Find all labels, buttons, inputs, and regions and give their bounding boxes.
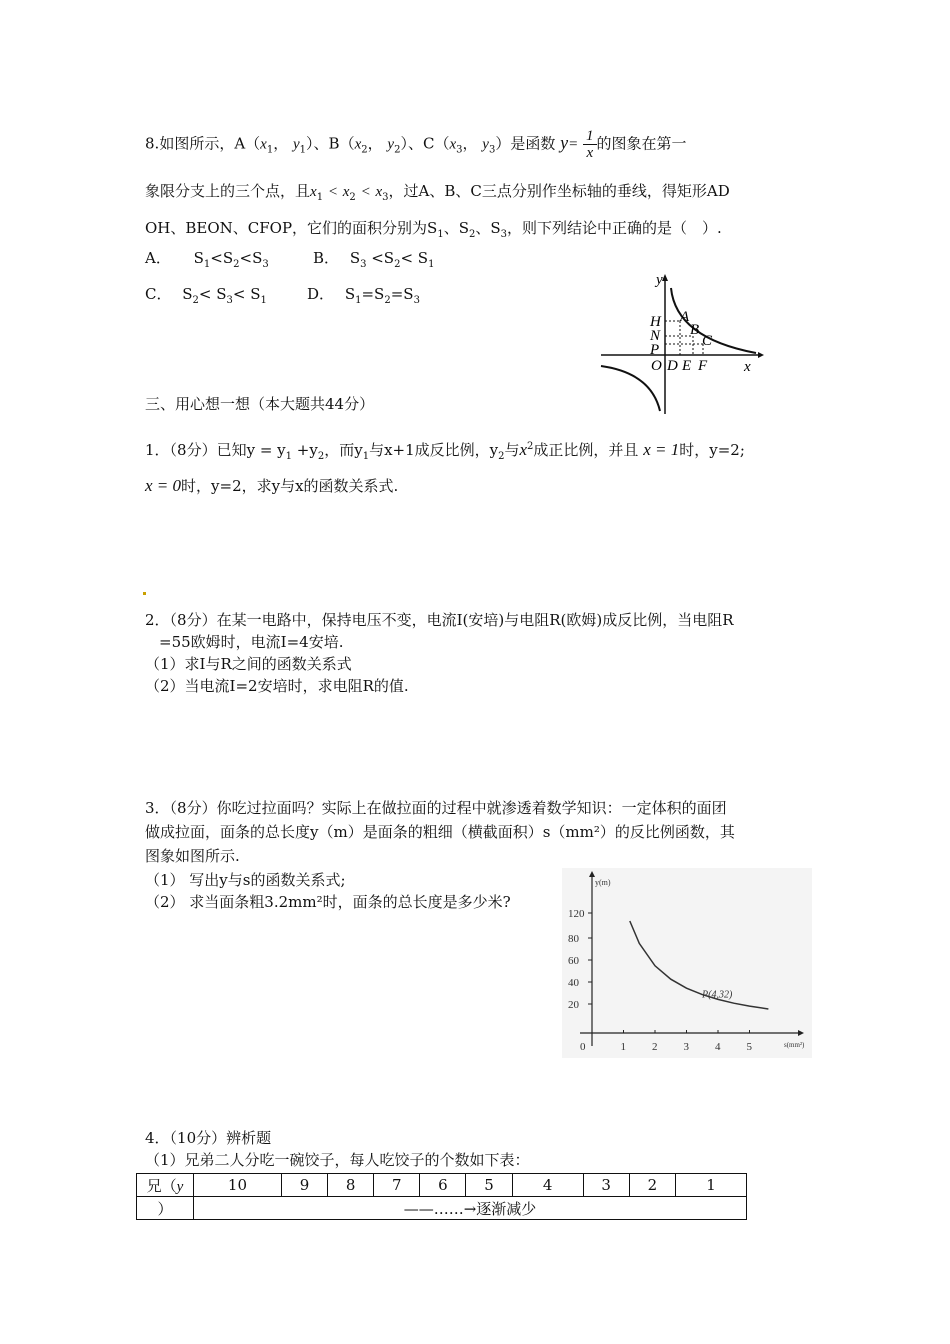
table-cell: 10 [194, 1174, 282, 1197]
label-y: y [656, 272, 663, 288]
chart-background [562, 868, 812, 1058]
table-cell: 5 [466, 1174, 512, 1197]
table-header-bottom: ） [137, 1197, 194, 1220]
table-row [137, 1197, 747, 1220]
table-cell: 6 [420, 1174, 466, 1197]
q3-line2: 做成拉面，面条的总长度y（m）是面条的粗细（横截面积）s（mm²）的反比例函数，其 [145, 823, 735, 841]
q2-line1: 2．（8分）在某一电路中，保持电压不变，电流I(安培)与电阻R(欧姆)成反比例，当电阻R [145, 611, 734, 629]
q8-line3: OH、BEON、CFOP，它们的面积分别为$S_1$、$S_2$、$S_3$，则下列结论中正确的是（ ）. [145, 219, 722, 240]
x-axis-arrow [758, 352, 764, 358]
x-tick-label: 0 [580, 1041, 586, 1053]
dumpling-table [136, 1173, 747, 1220]
q2-sub1: （1）求I与R之间的函数关系式 [145, 655, 352, 673]
x-tick-label: 2 [652, 1041, 658, 1053]
q3-line3: 图象如图所示. [145, 847, 240, 865]
q3-line1: 3．（8分）你吃过拉面吗？实际上在做拉面的过程中就渗透着数学知识：一定体积的面团 [145, 799, 727, 817]
label-e: E [682, 358, 692, 374]
q1-line1: 1．（8分）已知$y = y_1 +y_2$，而$y_1$与x+1成反比例，$y_2$与$x^2$成正比例，并且 x = 1时，y=2; [145, 440, 745, 462]
label-a: A [680, 309, 690, 325]
label-x: x [744, 359, 751, 375]
label-p: P [650, 342, 660, 358]
q8-line1: 8.如图所示，$A(x_1$， $y_1$）、$B(x_2$， $y_2$）、$C(x_3$， $y_3$）是函数 y= $\frac{1}{x}$ 的图象在第一 [145, 128, 687, 161]
q2-line2: =55欧姆时，电流I=4安培. [159, 633, 344, 651]
x-tick-label: 5 [746, 1041, 752, 1053]
table-cell: 2 [629, 1174, 675, 1197]
y-tick-label: 80 [568, 933, 579, 945]
table-trend: ——……→逐渐减少 [194, 1197, 747, 1220]
chart-xlabel: s(mm²) [784, 1041, 805, 1049]
q8-option-d: D． $S_1=S_2=S_3$ [307, 285, 420, 306]
q8-option-b: B． $S_3 <S_2< S_1$ [313, 249, 435, 270]
label-h: H [650, 314, 661, 330]
y-tick-label: 60 [568, 955, 579, 967]
label-o: O [651, 358, 662, 374]
table-cell: 1 [676, 1174, 747, 1197]
q8-option-c: C． $S_2< S_3< S_1$ [145, 285, 267, 306]
q3-sub2: （2） 求当面条粗3.2mm²时，面条的总长度是多少米? [145, 893, 511, 911]
fraction-1-over-x: $\frac{1}{x}$ [583, 128, 597, 161]
label-d: D [667, 358, 678, 374]
stray-dot [143, 592, 146, 595]
q1-line2: x = 0时，y=2，求y与x的函数关系式. [145, 476, 399, 495]
y-axis-arrow [662, 274, 668, 281]
label-f: F [698, 358, 708, 374]
table-header-top: 兄（y [137, 1174, 194, 1197]
x-tick-label: 4 [715, 1041, 721, 1053]
table-cell: 4 [512, 1174, 583, 1197]
noodle-chart [562, 868, 812, 1058]
x-tick-label: 3 [683, 1041, 689, 1053]
q8-line2: 象限分支上的三个点，且$x_1 < x_2 < x_3$，过A、B、C三点分别作坐标轴的垂线，得矩形AD [145, 182, 730, 203]
label-c: C [702, 333, 713, 349]
label-n: N [650, 328, 661, 344]
hyperbola-figure [596, 268, 766, 416]
q8-option-a: A． $S_1<S_2<S_3$ [145, 249, 269, 270]
q3-sub1: （1） 写出y与s的函数关系式; [145, 871, 346, 889]
table-cell: 7 [374, 1174, 420, 1197]
point-p-label: P(4,32) [702, 989, 733, 1001]
table-cell: 8 [328, 1174, 374, 1197]
y-tick-label: 20 [568, 999, 579, 1011]
x-tick-label: 1 [620, 1041, 626, 1053]
q4-sub1: （1）兄弟二人分吃一碗饺子，每人吃饺子的个数如下表： [145, 1151, 530, 1169]
y-tick-label: 120 [568, 908, 585, 920]
q4-title: 4．（10分）辨析题 [145, 1129, 272, 1147]
table-cell: 3 [583, 1174, 629, 1197]
table-cell: 9 [281, 1174, 327, 1197]
q2-sub2: （2）当电流I=2安培时，求电阻R的值. [145, 677, 409, 695]
chart-ylabel: y(m) [595, 878, 611, 887]
label-b: B [690, 322, 700, 338]
table-row [137, 1174, 747, 1197]
y-tick-label: 40 [568, 977, 579, 989]
section-three-title: 三、用心想一想（本大题共44分） [145, 395, 375, 413]
